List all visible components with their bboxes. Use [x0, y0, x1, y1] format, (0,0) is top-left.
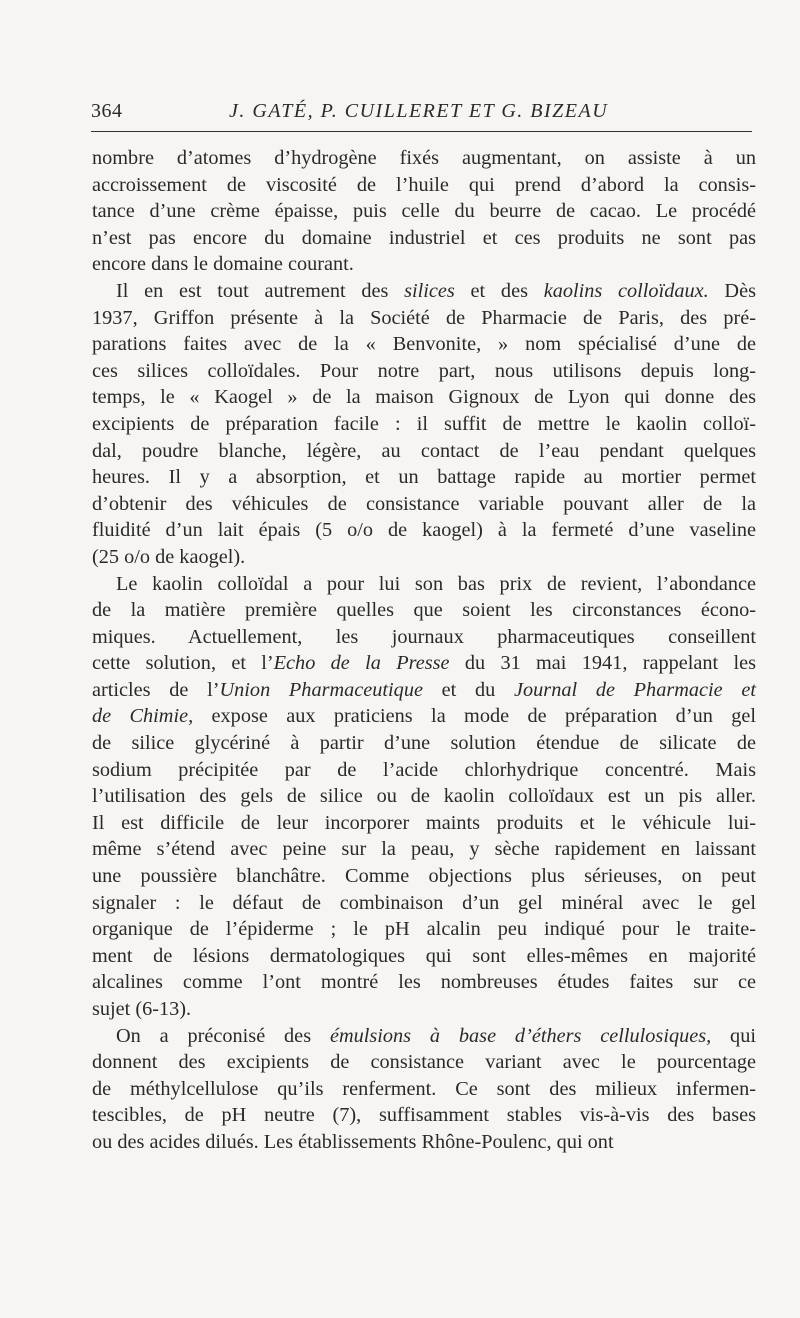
text-line	[92, 438, 756, 465]
text-line	[92, 384, 756, 411]
text-segment: Il en est tout autrement des	[116, 279, 405, 302]
text-segment: nombre d’atomes d’hydrogène fixés augmentant, on assiste à un	[92, 147, 756, 169]
text-segment: une poussière blanchâtre. Comme objections plus sérieuses, on peut	[92, 865, 756, 888]
text-segment: donnent des excipients de consistance variant avec le pourcentage	[92, 1051, 756, 1074]
text-line	[92, 650, 756, 677]
text-line	[92, 358, 756, 385]
text-line	[92, 597, 756, 624]
text-line	[92, 1129, 756, 1156]
text-line	[92, 1076, 756, 1103]
italic-text: émulsions à base d’éthers cellulosiques,	[329, 1024, 712, 1047]
text-line	[92, 172, 756, 199]
text-segment: Dès	[708, 279, 756, 302]
italic-text: kaolins colloïdaux.	[543, 279, 709, 302]
page-header	[91, 92, 752, 132]
text-segment: excipients de préparation facile : il suffit de mettre le kaolin colloï-	[92, 412, 756, 435]
text-line	[92, 677, 756, 704]
text-line	[92, 1023, 756, 1050]
running-head: J. GATÉ, P. CUILLERET ET G. BIZEAU	[229, 100, 609, 122]
text-line	[92, 810, 756, 837]
text-line	[92, 916, 756, 943]
text-line	[92, 331, 756, 358]
text-segment: ces silices colloïdales. Pour notre part, nous utilisons depuis long-	[92, 359, 756, 382]
page-number: 364	[91, 100, 123, 122]
text-segment: d’obtenir des véhicules de consistance variable pouvant aller de la	[92, 492, 756, 515]
text-line	[92, 411, 756, 438]
text-segment: signaler : le défaut de combinaison d’un gel minéral avec le gel	[92, 891, 756, 914]
text-line	[92, 145, 756, 172]
text-line	[92, 1049, 756, 1076]
text-segment: dal, poudre blanche, légère, au contact de l’eau pendant quelques	[92, 439, 756, 462]
text-segment: sodium précipitée par de l’acide chlorhydrique concentré. Mais	[92, 758, 756, 781]
text-line	[92, 464, 756, 491]
italic-text: de Chimie,	[92, 705, 194, 728]
text-segment: du 31 mai 1941, rappelant les	[449, 652, 756, 675]
text-line	[92, 225, 756, 252]
text-line	[92, 198, 756, 225]
italic-text: silices	[404, 279, 455, 302]
text-line	[92, 996, 756, 1023]
text-line	[92, 571, 756, 598]
text-segment: encore dans le domaine courant.	[92, 253, 354, 276]
text-line	[92, 757, 756, 784]
text-segment: organique de l’épiderme ; le pH alcalin peu indiqué pour le traite-	[92, 918, 756, 941]
text-segment: de la matière première quelles que soient les circonstances écono-	[92, 599, 756, 622]
text-segment: de silice glycériné à partir d’une solution étendue de silicate de	[92, 732, 756, 755]
text-line	[92, 491, 756, 518]
text-line	[92, 278, 756, 305]
text-line	[92, 624, 756, 651]
text-segment: miques. Actuellement, les journaux pharmaceutiques conseillent	[92, 625, 756, 648]
text-segment: accroissement de viscosité de l’huile qui prend d’abord la consis-	[92, 173, 756, 196]
text-segment: Le kaolin colloïdal a pour lui son bas prix de revient, l’abondance	[116, 572, 756, 595]
text-segment: temps, le « Kaogel » de la maison Gignoux de Lyon qui donne des	[92, 386, 756, 409]
text-line	[92, 863, 756, 890]
text-line	[92, 730, 756, 757]
text-line	[92, 703, 756, 730]
text-line	[92, 783, 756, 810]
text-line	[92, 890, 756, 917]
text-segment: Il est difficile de leur incorporer maints produits et le véhicule lui-	[92, 811, 756, 834]
text-segment: ou des acides dilués. Les établissements Rhône-Poulenc, qui ont	[92, 1130, 614, 1153]
text-line	[92, 969, 756, 996]
body-text	[92, 145, 756, 1156]
italic-text: Journal de Pharmacie et	[514, 678, 756, 701]
text-segment: alcalines comme l’ont montré les nombreuses études faites sur ce	[92, 971, 756, 994]
text-segment: tance d’une crème épaisse, puis celle du beurre de cacao. Le procédé	[92, 200, 756, 223]
header-rule	[91, 131, 752, 132]
text-segment: cette solution, et l’	[92, 652, 274, 675]
text-line	[92, 305, 756, 332]
text-segment: l’utilisation des gels de silice ou de kaolin colloïdaux est un pis aller.	[92, 785, 756, 808]
text-segment: sujet (6-13).	[92, 998, 192, 1020]
text-line	[92, 251, 756, 278]
italic-text: Union Pharmaceutique	[219, 678, 423, 701]
text-segment: et des	[454, 279, 544, 302]
text-segment: (25 o/o de kaogel).	[92, 545, 246, 568]
text-line	[92, 544, 756, 571]
text-segment: fluidité d’un lait épais (5 o/o de kaogel) à la fermeté d’une vaseline	[92, 519, 756, 542]
text-segment: articles de l’	[92, 678, 220, 701]
text-segment: n’est pas encore du domaine industriel et ces produits ne sont pas	[92, 226, 756, 249]
text-line	[92, 517, 756, 544]
text-segment: parations faites avec de la « Benvonite, » nom spécialisé d’une de	[92, 333, 756, 356]
text-segment: 1937, Griffon présente à la Société de Pharmacie de Paris, des pré-	[92, 306, 756, 329]
text-segment: On a préconisé des	[116, 1024, 330, 1047]
text-segment: heures. Il y a absorption, et un battage rapide au mortier permet	[92, 466, 756, 489]
text-segment: et du	[422, 678, 515, 701]
text-line	[92, 836, 756, 863]
text-segment: de méthylcellulose qu’ils renferment. Ce sont des milieux infermen-	[92, 1077, 756, 1100]
text-segment: tescibles, de pH neutre (7), suffisamment stables vis-à-vis des bases	[92, 1104, 756, 1127]
text-line	[92, 1102, 756, 1129]
text-segment: expose aux praticiens la mode de préparation d’un gel	[193, 705, 756, 728]
text-segment: même s’étend avec peine sur la peau, y sèche rapidement en laissant	[92, 838, 756, 861]
text-segment: qui	[711, 1024, 756, 1047]
italic-text: Echo de la Presse	[273, 652, 450, 675]
text-segment: ment de lésions dermatologiques qui sont elles-mêmes en majorité	[92, 944, 756, 967]
text-line	[92, 943, 756, 970]
